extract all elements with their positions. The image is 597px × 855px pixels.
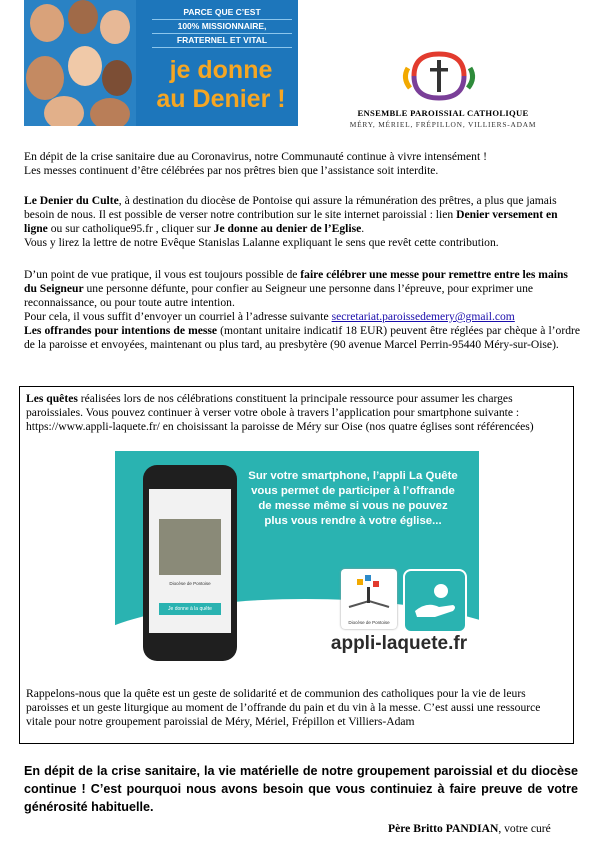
parish-logo bbox=[338, 46, 548, 132]
hand-coin-icon bbox=[405, 571, 465, 631]
ad-slogan: Sur votre smartphone, l’appli La Quête vous permet de participer à l’offrande de messe même si vous ne pouvez plus vous rendre à votre église... bbox=[248, 470, 458, 527]
phone-give-button: Je donne à la quête bbox=[159, 603, 221, 615]
messe-paragraph: D’un point de vue pratique, il vous est toujours possible de faire célébrer une messe pour remettre entre les mains du Seigneur une personne défunte, pour confier au Seigneur une personne dans l’épreuve, pour exprimer une reconnaissance, ou pour toute autre intention. Pour cela, il vous suffit d’envoyer un courriel à l’adresse suivante secretariat.paroissedemery@gmail.com Les offrandes pour intentions de messe (montant unitaire indicatif 18 EUR) peuvent être réglées par chèque à l’ordre de la paroisse et envoyées, maintenant ou plus tard, au presbytère (90 avenue Marcel Perrin-95440 Méry-sur-Oise). bbox=[24, 268, 580, 351]
parish-name: ENSEMBLE PAROISSIAL CATHOLIQUE bbox=[357, 108, 529, 118]
cross-logo-icon bbox=[394, 48, 484, 104]
denier-banner bbox=[24, 0, 298, 126]
signature: Père Britto PANDIAN, votre curé bbox=[388, 822, 551, 835]
banner-tagline: PARCE QUE C’EST 100% MISSIONNAIRE, FRATERNEL ET VITAL bbox=[152, 6, 292, 48]
parish-towns: MÉRY, MÉRIEL, FRÉPILLON, VILLIERS-ADAM bbox=[349, 120, 537, 129]
secretariat-email-link[interactable]: secretariat.paroissedemery@gmail.com bbox=[331, 310, 515, 323]
appli-laquete-ad bbox=[115, 451, 479, 669]
appli-laquete-icon bbox=[403, 569, 467, 633]
rappel-paragraph: Rappelons-nous que la quête est un geste de solidarité et de communion des catholiques pour la vie de leurs paroisses et un geste liturgique au moment de l’offrande du pain et du vin à la messe. C’est aussi une ressource vitale pour notre groupement paroissial de Méry, Mériel, Frépillon et Villiers-Adam bbox=[26, 687, 541, 728]
intro-paragraph: En dépit de la crise sanitaire due au Coronavirus, notre Communauté continue à vivre intensément ! Les messes continuent d’être célébrées par nos prêtres bien que l’assistance soit interdite. bbox=[24, 150, 487, 177]
closing-paragraph: En dépit de la crise sanitaire, la vie matérielle de notre groupement paroissial et du diocèse continue ! C’est pourquoi nous avons besoin que vous continuiez à faire preuve de votre générosité habituelle. bbox=[24, 764, 578, 814]
diocese-book-icon bbox=[341, 573, 397, 613]
ad-url: appli-laquete.fr bbox=[330, 633, 468, 654]
smartphone-illustration: Diocèse de Pontoise Je donne à la quête bbox=[143, 465, 237, 661]
denier-paragraph: Le Denier du Culte, à destination du diocèse de Pontoise qui assure la rémunération des prêtres, a plus que jamais besoin de nous. Il est possible de verser notre contribution sur le site internet paroissial : lien Denier versement en ligne ou sur catholique95.fr , cliquer sur Je donne au denier de l’Eglise. Vous y lirez la lettre de notre Evêque Stanislas Lalanne expliquant le sens que revêt cette contribution. bbox=[24, 194, 558, 249]
quetes-paragraph: Les quêtes réalisées lors de nos célébrations constituent la principale ressource pour assumer les charges paroissiales. Vous pouvez continuer à verser votre obole à travers l’application pour smartphone suivante : https://www.appli-laquete.fr/ en choisissant la paroisse de Méry sur Oise (nos quatre églises sont référencées) bbox=[26, 392, 534, 433]
church-photo bbox=[159, 519, 221, 575]
diocese-logo: Diocèse de Pontoise bbox=[341, 569, 397, 629]
banner-headline: je donne au Denier ! bbox=[156, 56, 286, 113]
people-photo bbox=[24, 0, 136, 126]
